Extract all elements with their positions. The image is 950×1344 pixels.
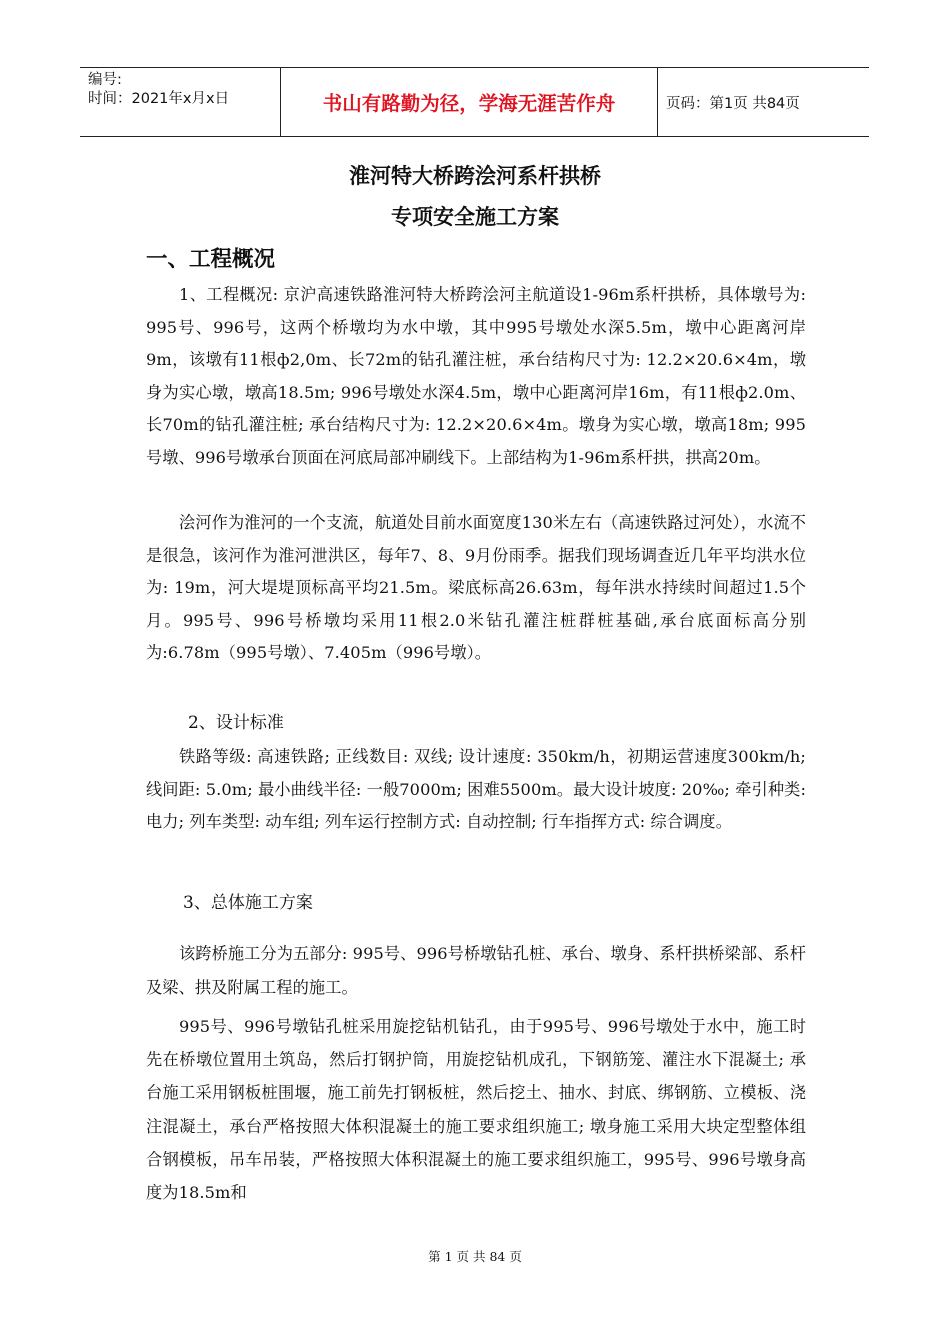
paragraph-design-standard: 铁路等级: 高速铁路; 正线数目: 双线; 设计速度: 350km/h，初期运营速度300km/h; 线间距: 5.0m; 最小曲线半径: 一般7000m; 困难5500m。最大设计坡度: 20‰; 牵引种类: 电力; 列车类型: 动车组; 列车运行控制方式: 自动控制; 行车指挥方式: 综合调度。 xyxy=(146,747,806,832)
paragraph-plan-detail: 995号、996号墩钻孔桩采用旋挖钻机钻孔，由于995号、996号墩处于水中，施工时先在桥墩位置用土筑岛，然后打钢护筒，用旋挖钻机成孔，下钢筋笼、灌注水下混凝土; 承台施工采用钢板桩围堰，施工前先打钢板桩，然后挖土、抽水、封底、绑钢筋、立模板、浇注混凝土，承台严格按照大体积混凝土的施工要求组织施工; 墩身施工采用大块定型整体组合钢模板，吊车吊装，严格按照大体积混凝土的施工要求组织施工，995号、996号墩身高度为18.5m和 xyxy=(146,1017,806,1203)
paragraph-river: 浍河作为淮河的一个支流，航道处目前水面宽度130米左右（高速铁路过河处），水流不是很急，该河作为淮河泄洪区，每年7、8、9月份雨季。据我们现场调查近几年平均洪水位为: 19m，河大堤堤顶标高平均21.5m。梁底标高26.63m，每年洪水持续时间超过1.5个月。995号、996号桥墩均采用11根2.0米钻孔灌注桩群桩基础,承台底面标高分别为:6.78m（995号墩）、7.405m（996号墩）。 xyxy=(146,513,806,663)
header-meta xyxy=(80,68,280,136)
page-header xyxy=(80,67,869,137)
doc-time-label: 时间：2021年x月x日 xyxy=(88,91,230,107)
header-page-label: 页码：第1页 共84页 xyxy=(666,95,800,112)
subheading-design-standard: 2、设计标准 xyxy=(188,713,284,733)
paragraph-plan-intro: 该跨桥施工分为五部分: 995号、996号桥墩钻孔桩、承台、墩身、系杆拱桥梁部、系杆及梁、拱及附属工程的施工。 xyxy=(146,944,806,997)
page-footer: 第 1 页 共 84 页 xyxy=(428,1249,522,1264)
doc-number-label: 编号: xyxy=(88,72,122,88)
header-motto: 书山有路勤为径，学海无涯苦作舟 xyxy=(280,68,658,136)
section-heading-overview: 一、工程概况 xyxy=(146,247,276,272)
doc-title-line1: 淮河特大桥跨浍河系杆拱桥 xyxy=(349,164,601,188)
subheading-construction-plan: 3、总体施工方案 xyxy=(183,893,313,913)
doc-title-line2: 专项安全施工方案 xyxy=(391,205,559,229)
paragraph-overview: 1、工程概况: 京沪高速铁路淮河特大桥跨浍河主航道设1-96m系杆拱桥，具体墩号为: 995号、996号，这两个桥墩均为水中墩，其中995号墩处水深5.5m，墩中心距离河岸9m，该墩有11根ф2,0m、长72m的钻孔灌注桩，承台结构尺寸为: 12.2×20.6×4m，墩身为实心墩，墩高18.5m; 996号墩处水深4.5m，墩中心距离河岸16m，有11根ф2.0m、长70m的钻孔灌注桩; 承台结构尺寸为: 12.2×20.6×4m。墩身为实心墩，墩高18m; 995号墩、996号墩承台顶面在河底局部冲刷线下。上部结构为1-96m系杆拱，拱高20m。 xyxy=(146,285,806,467)
